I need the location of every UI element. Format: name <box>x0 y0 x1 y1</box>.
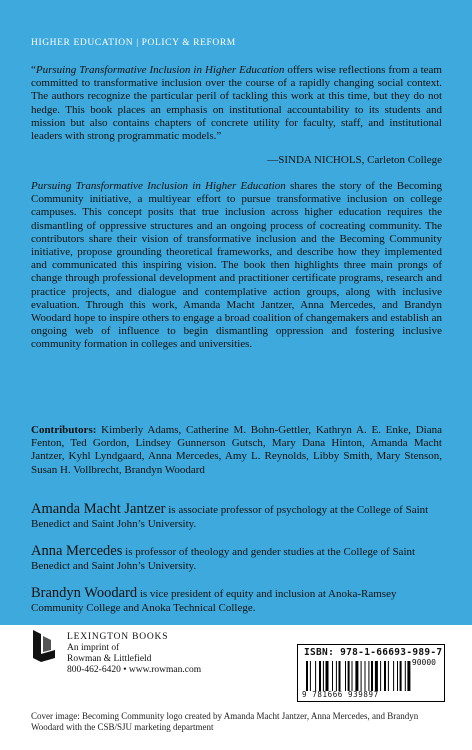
ean-digits: 9 781666 939897 <box>302 690 379 699</box>
author-bio <box>31 586 442 615</box>
author-name: Anna Mercedes <box>31 543 123 559</box>
description-book-title: Pursuing Transformative Inclusion in Higher Education <box>31 180 286 192</box>
price-code: 90000 <box>411 658 436 667</box>
author-name: Amanda Macht Jantzer <box>31 501 166 517</box>
author-name: Brandyn Woodard <box>31 585 138 601</box>
author-bio <box>31 544 442 573</box>
cover-credit: Cover image: Becoming Community logo created by Amanda Macht Jantzer, Anna Mercedes, and Brandyn Woodard with the CSB/SJU marketing department <box>31 711 419 732</box>
contributors-names: Kimberly Adams, Catherine M. Bohn-Gettler, Kathryn A. E. Enke, Diana Fenton, Ted Gordon, Lindsey Gunnerson Gutsch, Mary Dana Hinton, Amanda Macht Jantzer, Kyhl Lyndgaard, Anna Mercedes, Amy L. Reynolds, Libby Smith, Mary Stenson, Susan H. Vollbrecht, Brandyn Woodard <box>31 424 442 476</box>
isbn-text: ISBN: 978-1-66693-989-7 <box>304 647 443 658</box>
blurb-text: offers wise reflections from a team committed to transformative inclusion over the course of a rapidly changing social context. The authors recognize the particular peril of tackling this work at this time, but they do not hedge. This book places an emphasis on institutional accountability to its students and mission but also contains chapters of concrete utility for faculty, staff, and institutional leaders with strong programmatic models.” <box>31 64 442 143</box>
author-bio-text: is professor of theology and gender studies at the College of Saint Benedict and Saint John’s University. <box>31 546 416 572</box>
publisher-name: LEXINGTON BOOKS <box>67 632 169 642</box>
publisher-parent: Rowman & Littlefield <box>67 654 152 664</box>
book-description <box>31 180 442 352</box>
publisher-imprint: An imprint of <box>67 643 120 653</box>
lexington-logo-icon <box>31 628 57 666</box>
contributors-list <box>31 424 442 477</box>
author-bio <box>31 502 442 531</box>
barcode-bars-icon <box>306 661 442 691</box>
publisher-block <box>31 628 231 688</box>
description-text: shares the story of the Becoming Community initiative, a multiyear effort to pursue transformative inclusion on college campuses. This concept posits that true inclusion across higher education requires the dismantling of oppressive structures and an ongoing process of cocreating community. The contributors share their vision of transformative inclusion and the Becoming Community initiative, propose grounding theoretical frameworks, and describe how they implemented and communicated this inspiring vision. The book then highlights three main prongs of change through professional development and practitioner certificate programs, research and practice projects, and dialogue and contemplative action groups, along with inclusive evaluation. Through this work, Amanda Macht Jantzer, Anna Mercedes, and Brandyn Woodard hope to inspire others to engage a broad coalition of changemakers and establish an ongoing web of influence to begin dismantling oppression and fostering inclusive community formation in colleges and universities. <box>31 180 442 351</box>
publisher-text <box>67 632 201 676</box>
category-label: HIGHER EDUCATION | POLICY & REFORM <box>31 38 236 48</box>
endorsement-quote <box>31 64 442 143</box>
isbn-barcode <box>297 644 445 702</box>
endorsement-attribution: —SINDA NICHOLS, Carleton College <box>267 154 442 166</box>
blurb-book-title: Pursuing Transformative Inclusion in Higher Education <box>35 64 285 76</box>
author-bio-text: is vice president of equity and inclusion at Anoka-Ramsey Community College and Anoka Technical College. <box>31 588 397 614</box>
quote-open: “ <box>31 64 36 76</box>
contributors-label: Contributors: <box>31 424 97 436</box>
author-bio-text: is associate professor of psychology at the College of Saint Benedict and Saint John’s University. <box>31 504 429 530</box>
publisher-contact: 800-462-6420 • www.rowman.com <box>67 665 202 675</box>
